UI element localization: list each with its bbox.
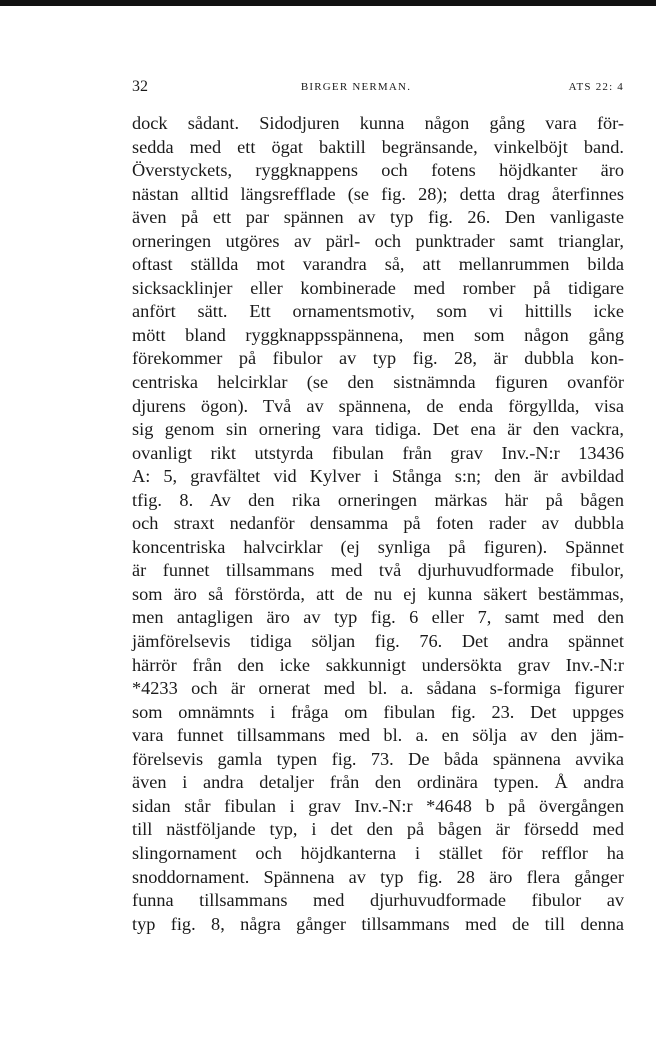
text-line: sig genom sin ornering vara tidiga. Det ena är den vackra, <box>132 419 624 440</box>
text-line: ovanligt rikt utstyrda fibulan från grav Inv.-N:r 13436 <box>132 442 624 463</box>
page-number: 32 <box>132 78 148 95</box>
text-line: dock sådant. Sidodjuren kunna någon gång vara för- <box>132 113 624 133</box>
text-line: förelsevis gamla typen fig. 73. De båda spännena avvika <box>132 748 624 769</box>
text-line: A: 5, gravfältet vid Kylver i Stånga s:n; den är avbildad <box>132 466 624 487</box>
text-line: härrör från den icke sakkunnigt undersökta grav Inv.-N:r <box>132 654 624 675</box>
text-line: vara funnet tillsammans med bl. a. en sölja av den jäm- <box>132 725 624 746</box>
text-line: mött bland ryggknappsspännena, men som någon gång <box>132 324 624 345</box>
text-line: som äro så förstörda, att de nu ej kunna säkert bestämmas, <box>132 583 624 604</box>
text-line: funna tillsammans med djurhuvudformade fibulor av <box>132 890 624 911</box>
text-line: sidan står fibulan i grav Inv.-N:r *4648 b på övergången <box>132 795 624 816</box>
text-line: förekommer på fibulor av typ fig. 28, är dubbla kon- <box>132 348 624 369</box>
text-line: slingornament och höjdkanterna i stället för refflor ha <box>132 842 624 863</box>
body-text <box>132 112 624 936</box>
text-line: som omnämnts i fråga om fibulan fig. 23. Det uppges <box>132 701 624 722</box>
text-line: djurens ögon). Två av spännena, de enda förgyllda, visa <box>132 395 624 416</box>
running-head-author: BIRGER NERMAN. <box>300 81 412 93</box>
text-line: orneringen utgöres av pärl- och punktrader samt trianglar, <box>132 230 624 251</box>
text-line: till nästföljande typ, i det den på bågen är försedd med <box>132 819 624 840</box>
text-line: sedda med ett ögat baktill begränsande, vinkelböjt band. <box>132 136 624 157</box>
running-head-series: ATS 22: 4 <box>568 81 624 93</box>
text-line: anfört sätt. Ett ornamentsmotiv, som vi hittills icke <box>132 301 624 322</box>
text-line: även på ett par spännen av typ fig. 26. Den vanligaste <box>132 207 624 228</box>
text-line: sicksacklinjer eller kombinerade med romber på tidigare <box>132 277 624 298</box>
text-line: typ fig. 8, några gånger tillsammans med de till denna <box>132 913 624 934</box>
text-line: nästan alltid längsrefflade (se fig. 28); detta drag återfinnes <box>132 183 624 204</box>
text-line: oftast ställda mot varandra så, att mellanrummen bilda <box>132 254 624 275</box>
text-line: men antagligen äro av typ fig. 6 eller 7, samt med den <box>132 607 624 628</box>
text-line: centriska helcirklar (se den sistnämnda figuren ovanför <box>132 372 624 393</box>
text-line: jämförelsevis tidiga söljan fig. 76. Det andra spännet <box>132 631 624 652</box>
text-line: koncentriska halvcirklar (ej synliga på figuren). Spännet <box>132 536 624 557</box>
text-line: Överstyckets, ryggknappens och fotens höjdkanter äro <box>132 160 624 181</box>
text-line: även i andra detaljer från den ordinära typen. Å andra <box>132 772 624 793</box>
text-line: *4233 och är ornerat med bl. a. sådana s-formiga figurer <box>132 678 624 699</box>
text-line: snoddornament. Spännena av typ fig. 28 äro flera gånger <box>132 866 624 887</box>
text-line: tfig. 8. Av den rika orneringen märkas här på bågen <box>132 489 624 510</box>
text-line: och straxt nedanför densamma på foten rader av dubbla <box>132 513 624 534</box>
running-header <box>132 78 624 98</box>
text-line: är funnet tillsammans med två djurhuvudformade fibulor, <box>132 560 624 581</box>
